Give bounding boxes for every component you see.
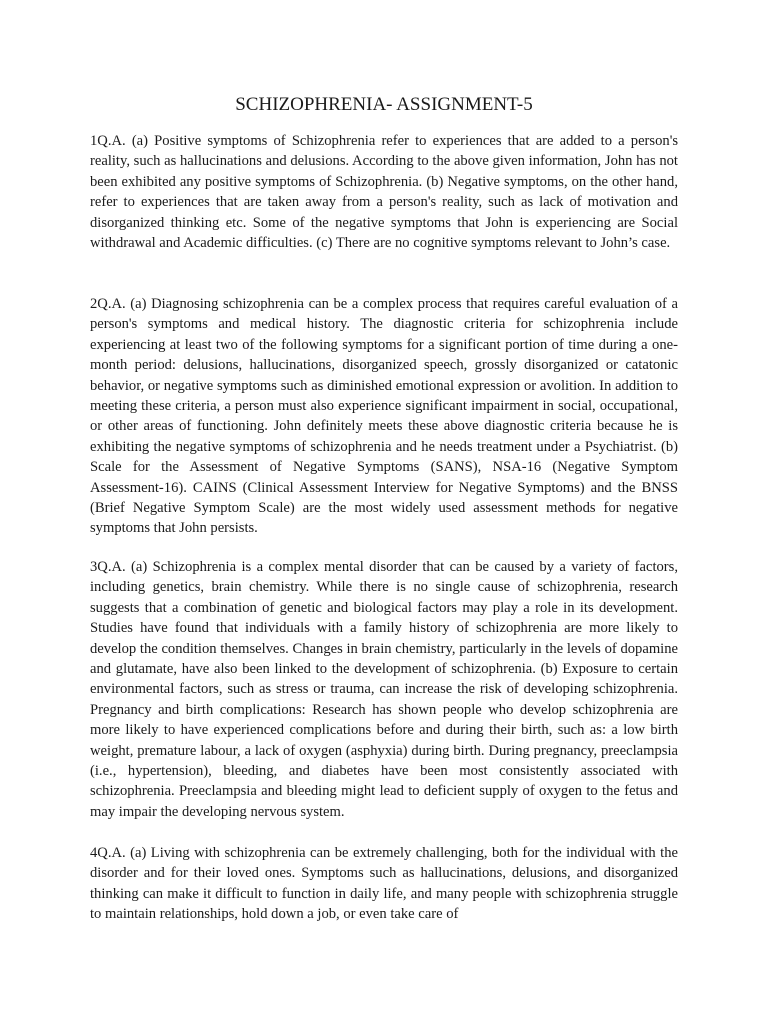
answer-paragraph-1: 1Q.A. (a) Positive symptoms of Schizophrenia refer to experiences that are added to a person's reality, such as hallucinations and delusions. According to the above given information, John has not been exhibited any positive symptoms of Schizophrenia. (b) Negative symptoms, on the other hand, refer to experiences that are taken away from a person's reality, such as lack of motivation and disorganized thinking etc. Some of the negative symptoms that John is experiencing are Social withdrawal and Academic difficulties. (c) There are no cognitive symptoms relevant to John’s case. bbox=[90, 133, 678, 252]
answer-paragraph-4: 4Q.A. (a) Living with schizophrenia can be extremely challenging, both for the individual with the disorder and for their loved ones. Symptoms such as hallucinations, delusions, and disorganized thinking can make it difficult to function in daily life, and many people with schizophrenia struggle to maintain relationships, hold down a job, or even take care of bbox=[90, 845, 678, 923]
answer-paragraph-3: 3Q.A. (a) Schizophrenia is a complex mental disorder that can be caused by a variety of factors, including genetics, brain chemistry. While there is no single cause of schizophrenia, research suggests that a combination of genetic and biological factors may play a role in its development. Studies have found that individuals with a family history of schizophrenia are more likely to develop the condition themselves. Changes in brain chemistry, particularly in the levels of dopamine and glutamate, have also been linked to the development of schizophrenia. (b) Exposure to certain environmental factors, such as stress or trauma, can increase the risk of developing schizophrenia. Pregnancy and birth complications: Research has shown people who develop schizophrenia are more likely to have experienced complications before and during their birth, such as: a low birth weight, premature labour, a lack of oxygen (asphyxia) during birth. During pregnancy, preeclampsia (i.e., hypertension), bleeding, and diabetes have been most consistently associated with schizophrenia. Preeclampsia and bleeding might lead to deficient supply of oxygen to the fetus and may impair the developing nervous system. bbox=[90, 559, 678, 820]
page-title: SCHIZOPHRENIA- ASSIGNMENT-5 bbox=[235, 94, 533, 115]
answer-paragraph-2: 2Q.A. (a) Diagnosing schizophrenia can be a complex process that requires careful evaluation of a person's symptoms and medical history. The diagnostic criteria for schizophrenia include experiencing at least two of the following symptoms for a significant portion of time during a one-month period: delusions, hallucinations, disorganized speech, grossly disorganized or catatonic behavior, or negative symptoms such as diminished emotional expression or avolition. In addition to meeting these criteria, a person must also experience significant impairment in social, occupational, or other areas of functioning. John definitely meets these above diagnostic criteria because he is exhibiting the negative symptoms of schizophrenia and he needs treatment under a Psychiatrist. (b) Scale for the Assessment of Negative Symptoms (SANS), NSA-16 (Negative Symptom Assessment-16). CAINS (Clinical Assessment Interview for Negative Symptoms) and the BNSS (Brief Negative Symptom Scale) are the most widely used assessment methods for negative symptoms that John persists. bbox=[90, 296, 678, 537]
